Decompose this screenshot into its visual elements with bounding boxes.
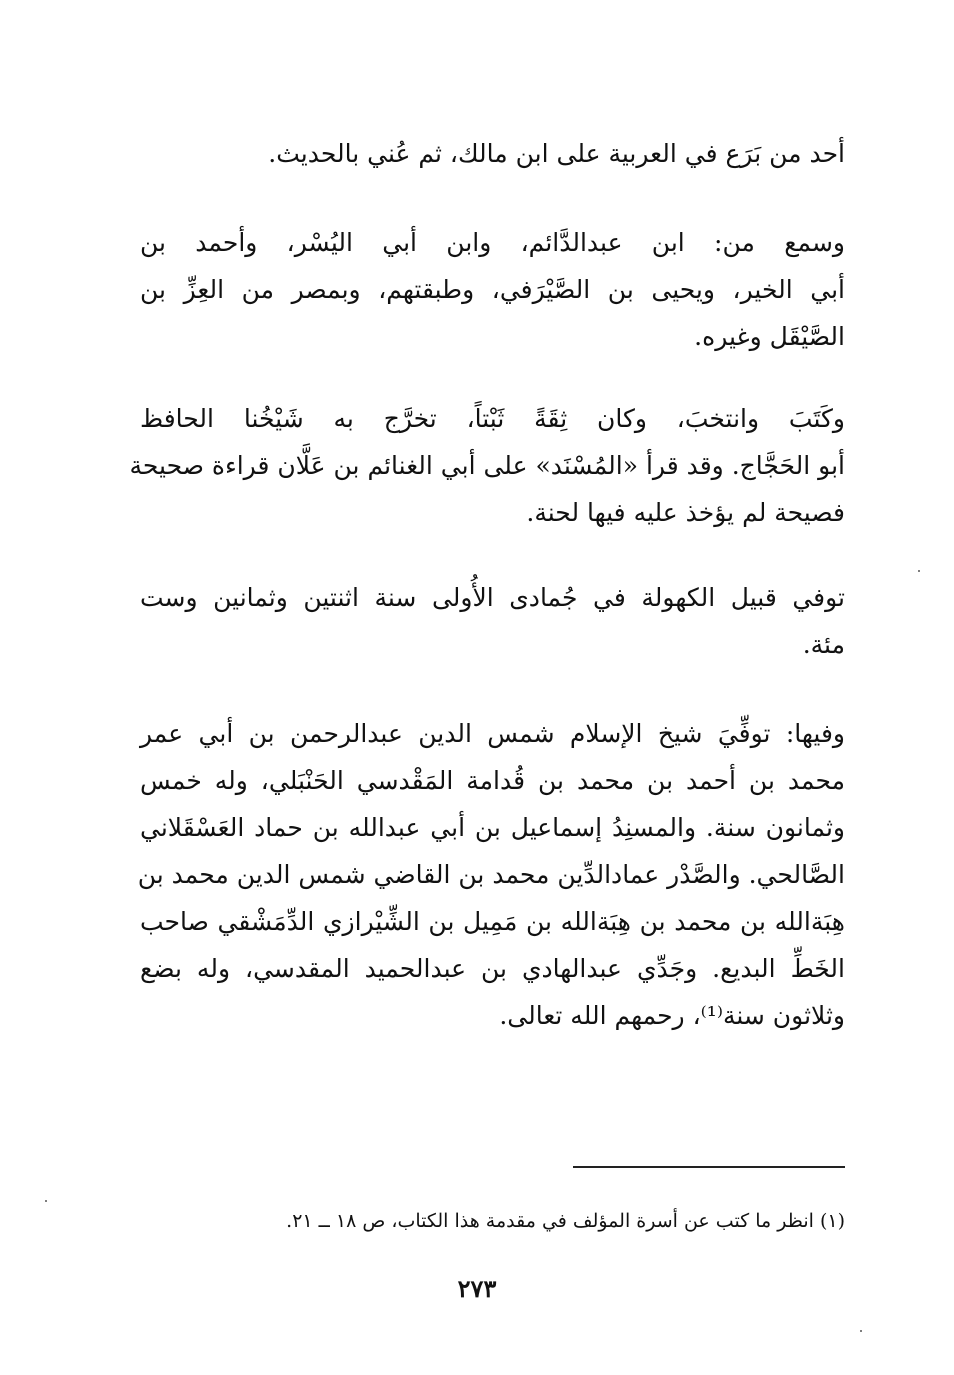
- text-line: وثمانون سنة. والمسنِدُ إسماعيل بن أبي عبدالله بن حماد العَسْقَلاني: [140, 813, 845, 842]
- text-line: الصَّيْقَل وغيره.: [694, 322, 845, 351]
- text-line: فصيحة لم يؤخذ عليه فيها لحنة.: [526, 498, 845, 527]
- text-line: الصَّالحي. والصَّدْر عمادالدِّين محمد بن القاضي شمس الدين محمد بن: [137, 860, 845, 889]
- page-number: ٢٧٣: [457, 1274, 497, 1303]
- text-line: وثلاثون سنة⁽¹⁾، رحمهم الله تعالى.: [499, 1001, 845, 1030]
- text-line: أبي الخير، ويحيى بن الصَّيْرَفي، وطبقتهم، وبمصر من العِزِّ بن: [140, 275, 845, 304]
- footnote: (١) انظر ما كتب عن أسرة المؤلف في مقدمة هذا الكتاب، ص ١٨ ــ ٢١.: [286, 1210, 845, 1232]
- paragraph-4: [140, 574, 845, 668]
- text-line: أحد من بَرَع في العربية على ابن مالك، ثم عُني بالحديث.: [268, 139, 845, 168]
- text-line: هِبَةالله بن محمد بن هِبَةالله بن مَمِيل بن الشِّيْرازي الدِّمَشْقي صاحب: [140, 907, 845, 936]
- text-line: وسمع من: ابن عبدالدَّائم، وابن أبي اليُسْر، وأحمد بن: [140, 228, 845, 257]
- paragraph-2: [140, 219, 845, 360]
- scan-speck: [918, 570, 920, 572]
- paragraph-5: [137, 710, 845, 1039]
- paragraph-1: [140, 130, 845, 177]
- scan-speck: [860, 1330, 862, 1332]
- text-line: الخَطِّ البديع. وجَدِّي عبدالهادي بن عبدالحميد المقدسي، وله بضع: [140, 954, 845, 983]
- paragraph-3: [129, 395, 845, 536]
- text-line: مئة.: [802, 630, 845, 659]
- text-line: محمد بن أحمد بن محمد بن قُدامة المَقْدسي الحَنْبَلي، وله خمس: [140, 766, 845, 795]
- text-line: توفي قبيل الكهولة في جُمادى الأُولى سنة اثنتين وثمانين وست: [140, 583, 845, 612]
- footnote-separator: [573, 1166, 845, 1168]
- scan-speck: [45, 1200, 47, 1202]
- text-line: وكَتَبَ وانتخبَ، وكان ثِقَةً ثَبْتاً، تخرَّج به شَيْخُنا الحافظ: [140, 404, 845, 433]
- text-line: وفيها: توفِّيَ شيخ الإسلام شمس الدين عبدالرحمن بن أبي عمر: [140, 719, 845, 748]
- text-line: أبو الحَجَّاج. وقد قرأ «المُسْنَد» على أبي الغنائم بن عَلَّان قراءة صحيحة: [129, 451, 845, 480]
